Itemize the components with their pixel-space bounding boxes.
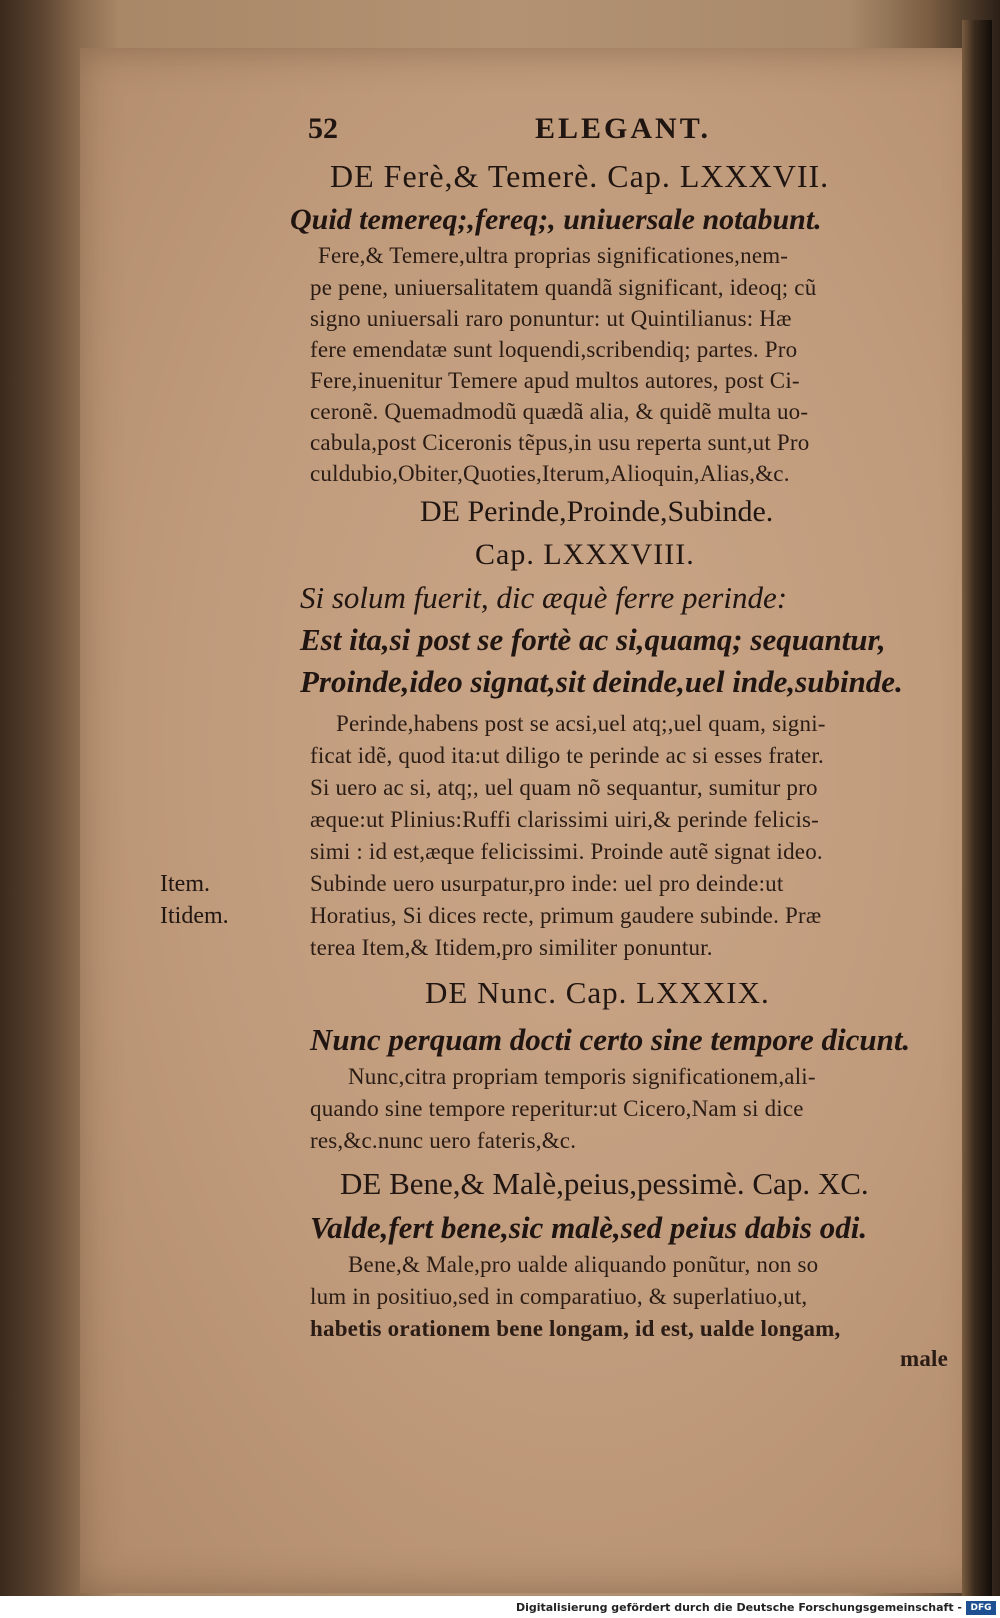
chapter-90-line: Bene,& Male,pro ualde aliquando ponũtur, non so	[348, 1252, 819, 1277]
digitization-footer	[0, 1596, 1000, 1618]
chapter-89-verse: Nunc perquam docti certo sine tempore dicunt.	[310, 1022, 911, 1057]
footer-credit: Digitalisierung gefördert durch die Deutsche Forschungsgemeinschaft -	[515, 1601, 962, 1614]
page-edge-shadow	[962, 20, 992, 1600]
chapter-88-heading-cap: Cap. LXXXVIII.	[475, 538, 695, 571]
chapter-88-line: simi : id est,æque felicissimi. Proinde autẽ signat ideo.	[310, 839, 823, 864]
chapter-87-heading: DE Ferè,& Temerè. Cap. LXXXVII.	[330, 158, 830, 194]
chapter-88-verse: Si solum fuerit, dic æquè ferre perinde:	[300, 580, 788, 615]
chapter-88-line: Subinde uero usurpatur,pro inde: uel pro deinde:ut	[310, 871, 784, 896]
chapter-90-line: habetis orationem bene longam, id est, ualde longam,	[310, 1316, 841, 1341]
chapter-87-line: Fere,& Temere,ultra proprias significationes,nem-	[318, 243, 789, 268]
dfg-logo: DFG	[966, 1601, 996, 1615]
chapter-88-verse: Est ita,si post se fortè ac si,quamq; sequantur,	[300, 622, 886, 657]
chapter-89-heading: DE Nunc. Cap. LXXXIX.	[425, 975, 770, 1010]
chapter-87-line: pe pene, uniuersalitatem quandã significant, ideoq; cũ	[310, 275, 817, 300]
catchword: male	[900, 1346, 949, 1371]
margin-note-item: Item.	[160, 871, 210, 897]
chapter-88-line: Horatius, Si dices recte, primum gaudere subinde. Præ	[310, 903, 822, 928]
chapter-88-verse: Proinde,ideo signat,sit deinde,uel inde,subinde.	[300, 664, 903, 699]
chapter-88-line: Perinde,habens post se acsi,uel atq;,uel quam, signi-	[336, 711, 826, 736]
chapter-88-heading: DE Perinde,Proinde,Subinde.	[420, 495, 774, 528]
chapter-87-line: ceronẽ. Quemadmodũ quædã alia, & quidẽ multa uo-	[310, 399, 809, 424]
page-number: 52	[308, 112, 338, 145]
chapter-88-line: æque:ut Plinius:Ruffi clarissimi uiri,& perinde felicis-	[310, 807, 820, 832]
chapter-87-line: Fere,inuenitur Temere apud multos autores, post Ci-	[310, 368, 800, 393]
chapter-88-line: Si uero ac si, atq;, uel quam nõ sequantur, sumitur pro	[310, 775, 818, 800]
chapter-90-line: lum in positiuo,sed in comparatiuo, & superlatiuo,ut,	[310, 1284, 808, 1309]
chapter-88-line: ficat idẽ, quod ita:ut diligo te perinde ac si esses frater.	[310, 743, 825, 768]
running-head: ELEGANT.	[535, 112, 711, 145]
chapter-87-line: fere emendatæ sunt loquendi,scribendiq; partes. Pro	[310, 337, 798, 362]
chapter-90-heading: DE Bene,& Malè,peius,pessimè. Cap. XC.	[340, 1166, 869, 1201]
chapter-89-line: res,&c.nunc uero fateris,&c.	[310, 1128, 577, 1153]
chapter-89-line: Nunc,citra propriam temporis significationem,ali-	[348, 1064, 816, 1089]
chapter-87-verse: Quid temereq;,fereq;, uniuersale notabunt.	[290, 203, 822, 236]
chapter-88-line: terea Item,& Itidem,pro similiter ponuntur.	[310, 935, 713, 960]
chapter-87-line: cabula,post Ciceronis tẽpus,in usu reperta sunt,ut Pro	[310, 430, 810, 455]
chapter-90-verse: Valde,fert bene,sic malè,sed peius dabis odi.	[310, 1210, 868, 1245]
chapter-89-line: quando sine tempore reperitur:ut Cicero,Nam si dice	[310, 1096, 804, 1121]
chapter-87-line: culdubio,Obiter,Quoties,Iterum,Alioquin,Alias,&c.	[310, 461, 790, 486]
margin-note-itidem: Itidem.	[160, 903, 229, 929]
chapter-87-line: signo uniuersali raro ponuntur: ut Quintilianus: Hæ	[310, 306, 792, 331]
